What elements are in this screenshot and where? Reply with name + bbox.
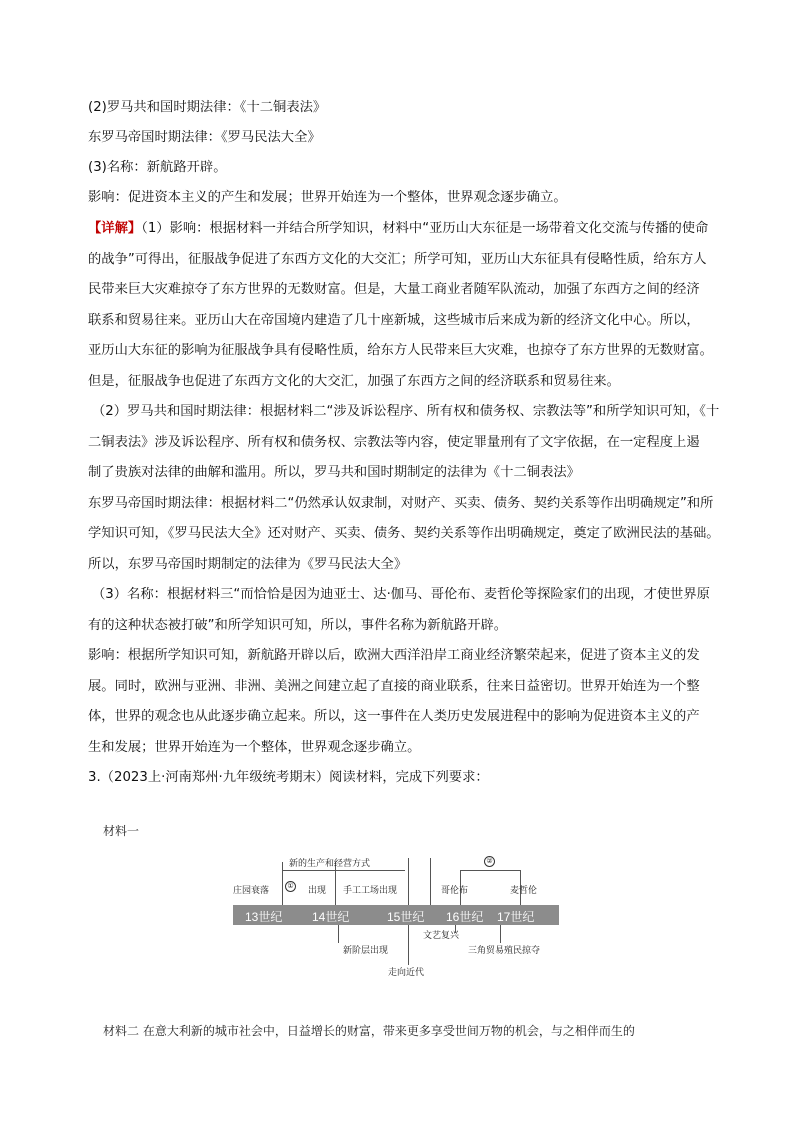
- detail-line-11: 学知识可知，《罗马民法大全》还对财产、买卖、债务、契约关系等作出明确规定，奠定了欧洲民法的基础。: [88, 526, 720, 541]
- answer-line-3: (3)名称：新航路开辟。: [88, 160, 227, 175]
- detail-line-9: 制了贵族对法律的曲解和滥用。所以，罗马共和国时期制定的法律为《十二铜表法》: [88, 465, 580, 480]
- label-towards-modern: 走向近代: [388, 968, 425, 978]
- detail-line-16: 展。同时，欧洲与亚洲、非洲、美洲之间建立起了直接的商业联系，往来日益密切。世界开始连为一个整: [88, 679, 700, 694]
- answer-line-2: 东罗马帝国时期法律：《罗马民法大全》: [88, 130, 321, 145]
- label-workshop: 手工工场出现: [343, 886, 398, 896]
- material-1-label: 材料一: [103, 824, 140, 838]
- detail-line-2: 的战争”可得出，征服战争促进了东西方文化的大交汇；所学可知，亚历山大东征具有侵略性质，给东方人: [88, 252, 707, 267]
- segment-16th-century: 16世纪: [446, 910, 484, 924]
- detail-line-18: 生和发展；世界开始连为一个整体，世界观念逐步确立。: [88, 740, 421, 755]
- label-columbus: 哥伦布: [441, 886, 469, 896]
- label-new-class: 新阶层出现: [343, 946, 389, 956]
- detail-line-1: 【详解】（1）影响：根据材料一并结合所学知识，材料中“亚历山大东征是一场带着文化交流与传播的使命: [88, 221, 709, 236]
- detail-line-13: （3）名称：根据材料三“而恰恰是因为迪亚士、达·伽马、哥伦布、麦哲伦等探险家们的出现，才使世界原: [92, 587, 710, 602]
- detail-line-3: 民带来巨大灾难掠夺了东方世界的无数财富。但是，大量工商业者随军队流动，加强了东西方之间的经济: [88, 282, 700, 297]
- detail-line-14: 有的这种状态被打破”和所学知识可知，所以，事件名称为新航路开辟。: [88, 618, 508, 633]
- detail-line-8: 二铜表法》涉及诉讼程序、所有权和债务权、宗教法等内容，使定罪量刑有了文字依据，在一定程度上遏: [88, 435, 700, 450]
- segment-13th-century: 13世纪: [245, 910, 283, 924]
- answer-line-4: 影响：促进资本主义的产生和发展；世界开始连为一个整体，世界观念逐步确立。: [88, 190, 567, 205]
- detail-line-17: 体，世界的观念也从此逐步确立起来。所以，这一事件在人类历史发展进程中的影响为促进资本主义的产: [88, 709, 700, 724]
- label-magellan: 麦哲伦: [510, 886, 538, 896]
- label-manor-decline: 庄园衰落: [233, 886, 270, 896]
- material-2-text: 材料二 在意大利新的城市社会中，日益增长的财富，带来更多享受世间万物的机会，与之相伴而生的: [103, 1024, 635, 1038]
- question-3-stem: 3.（2023上·河南郑州·九年级统考期末）阅读材料，完成下列要求：: [88, 770, 489, 785]
- label-renaissance: 文艺复兴: [423, 931, 460, 941]
- detail-line-7: （2）罗马共和国时期法律：根据材料二“涉及诉讼程序、所有权和债务权、宗教法等”和所学知识可知，《十: [92, 404, 720, 419]
- answer-line-1: (2)罗马共和国时期法律：《十二铜表法》: [88, 100, 327, 115]
- detail-tag: 【详解】: [88, 221, 142, 236]
- segment-17th-century: 17世纪: [497, 910, 535, 924]
- detail-line-5: 亚历山大东征的影响为征服战争具有侵略性质，给东方人民带来巨大灾难，也掠夺了东方世界的无数财富。: [88, 343, 713, 358]
- segment-15th-century: 15世纪: [387, 910, 425, 924]
- detail-line-15: 影响：根据所学知识可知，新航路开辟以后，欧洲大西洋沿岸工商业经济繁荣起来，促进了资本主义的发: [88, 648, 700, 663]
- detail-line-6: 但是，征服战争也促进了东西方文化的大交汇，加强了东西方之间的经济联系和贸易往来。: [88, 374, 620, 389]
- label-triangle-trade: 三角贸易殖民掠夺: [468, 946, 541, 956]
- segment-14th-century: 14世纪: [312, 910, 350, 924]
- marker-1: ①: [285, 881, 296, 892]
- detail-line-12: 所以，东罗马帝国时期制定的法律为《罗马民法大全》: [88, 557, 408, 572]
- label-appear: 出现: [308, 886, 327, 896]
- detail-line-4: 联系和贸易往来。亚历山大在帝国境内建造了几十座新城，这些城市后来成为新的经济文化中心。所以，: [88, 313, 700, 328]
- marker-2: ②: [484, 856, 495, 867]
- label-new-mode: 新的生产和经营方式: [289, 859, 371, 869]
- detail-line-10: 东罗马帝国时期法律：根据材料二“仍然承认奴隶制，对财产、买卖、债务、契约关系等作出明确规定”和所: [88, 496, 714, 511]
